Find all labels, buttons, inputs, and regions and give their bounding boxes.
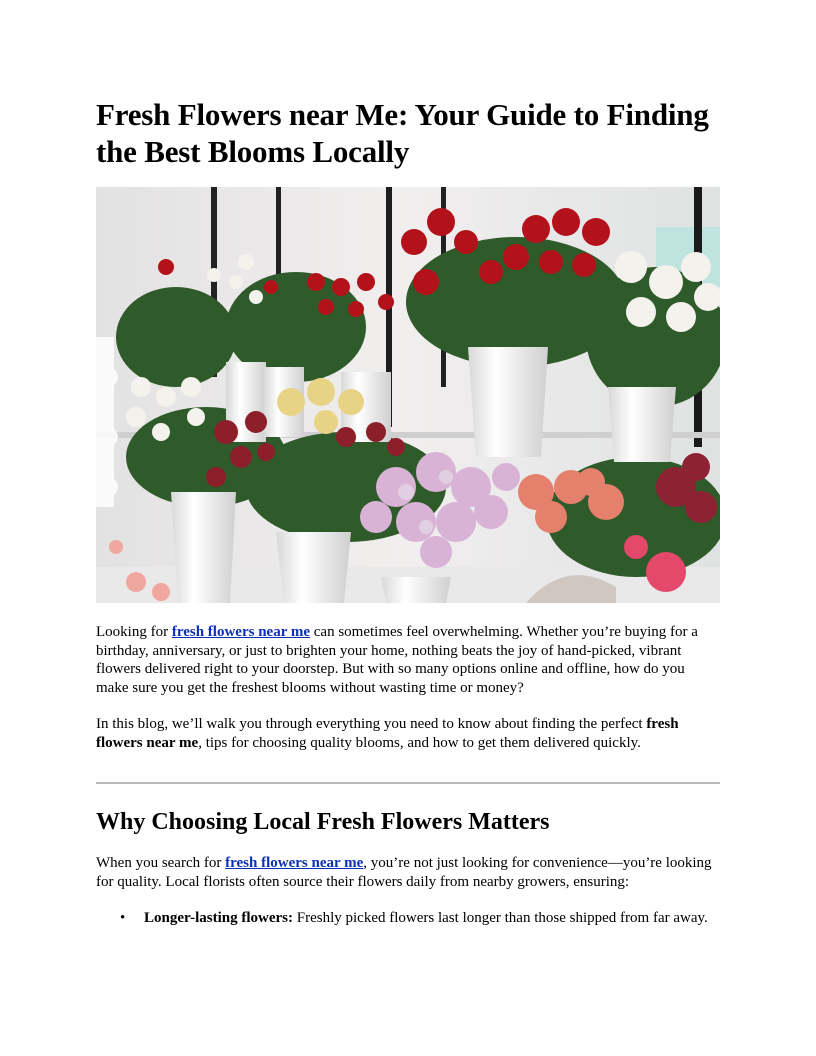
section-divider xyxy=(96,782,720,784)
list-item: • Longer-lasting flowers: Freshly picked flowers last longer than those shipped from far away. xyxy=(120,910,708,926)
bold-keyword: fresh flowers near me xyxy=(96,716,679,751)
intro-paragraph-2: In this blog, we’ll walk you through everything you need to know about finding the perfect fresh flowers near me, tips for choosing quality blooms, and how to get them delivered quickly. xyxy=(96,716,679,751)
intro-paragraph-1: Looking for fresh flowers near me can sometimes feel overwhelming. Whether you’re buying for a birthday, anniversary, or just to brighten your home, nothing beats the joy of hand-picked, vibrant flowers delivered right to your doorstep. But with so many options online and offline, how do you make sure you get the freshest blooms without wasting time or money? xyxy=(96,624,698,696)
fresh-flowers-link-1[interactable]: fresh flowers near me xyxy=(171,624,310,640)
section-heading: Why Choosing Local Fresh Flowers Matters xyxy=(96,809,550,835)
benefits-list xyxy=(96,909,720,928)
document-page xyxy=(96,96,720,928)
fresh-flowers-link-2[interactable]: fresh flowers near me xyxy=(225,855,364,871)
bullet-icon: • xyxy=(120,910,126,926)
section-paragraph: When you search for fresh flowers near me, you’re not just looking for convenience—you’re looking for quality. Local florists often source their flowers daily from nearby growers, ensuring: xyxy=(96,855,712,890)
article-title: Fresh Flowers near Me: Your Guide to Finding the Best Blooms Locally xyxy=(96,97,709,169)
flower-shop-photo xyxy=(96,187,720,603)
